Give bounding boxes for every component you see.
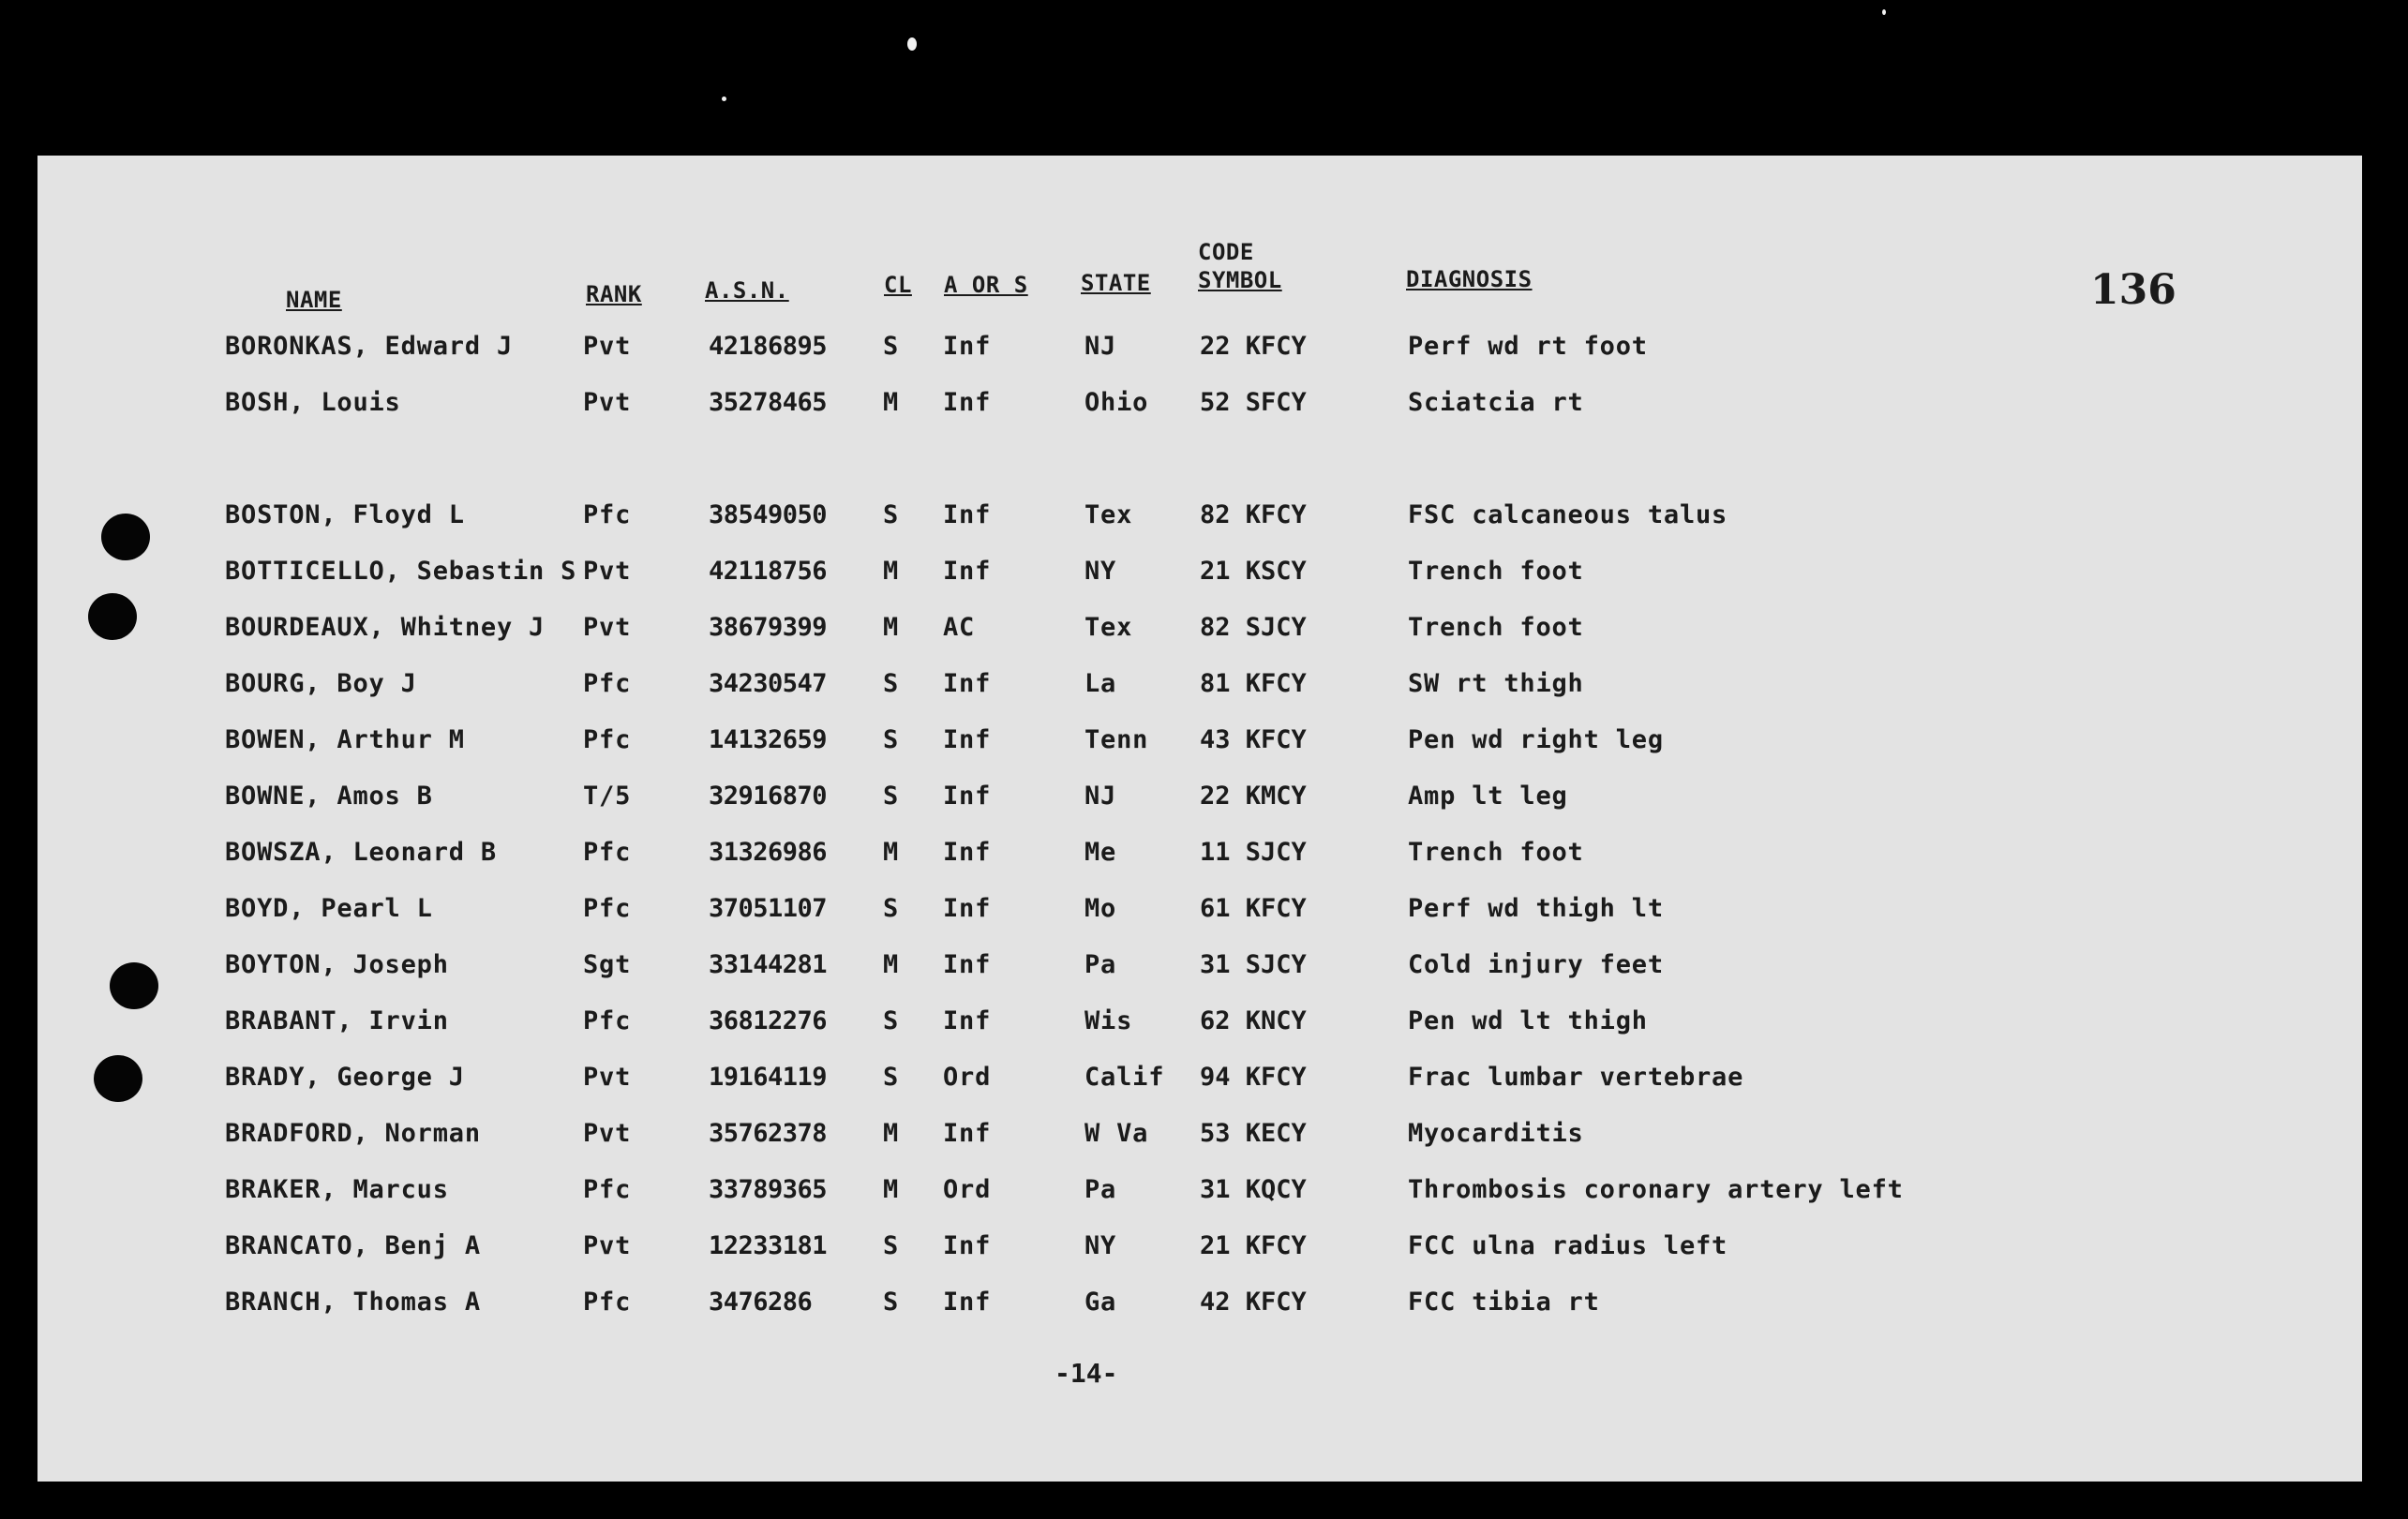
cell-cl: S <box>883 894 900 923</box>
cell-state: Me <box>1084 838 1117 867</box>
cell-cl: M <box>883 613 900 642</box>
cell-a-or-s: Inf <box>943 782 992 811</box>
cell-code: 11 SJCY <box>1200 838 1307 867</box>
cell-rank: Pfc <box>583 1006 632 1035</box>
cell-code: 21 KSCY <box>1200 557 1307 586</box>
cell-state: Ga <box>1084 1288 1117 1317</box>
header-symbol: SYMBOL <box>1198 267 1282 293</box>
film-speck <box>907 37 917 51</box>
cell-state: W Va <box>1084 1119 1149 1148</box>
cell-a-or-s: AC <box>943 613 976 642</box>
cell-asn: 36812276 <box>709 1006 828 1035</box>
cell-a-or-s: Inf <box>943 332 992 361</box>
cell-name: BOSTON, Floyd L <box>225 500 465 529</box>
cell-state: Calif <box>1084 1063 1165 1092</box>
header-a-or-s: A OR S <box>944 272 1028 298</box>
cell-asn: 34230547 <box>709 669 828 698</box>
cell-asn: 42186895 <box>709 332 828 361</box>
cell-diagnosis: Myocarditis <box>1408 1119 1584 1148</box>
cell-rank: Pfc <box>583 894 632 923</box>
cell-rank: Pvt <box>583 332 632 361</box>
cell-rank: Pfc <box>583 1175 632 1204</box>
header-diagnosis: DIAGNOSIS <box>1406 266 1533 292</box>
cell-diagnosis: SW rt thigh <box>1408 669 1584 698</box>
cell-a-or-s: Inf <box>943 1288 992 1317</box>
film-speck <box>722 97 726 101</box>
cell-code: 31 SJCY <box>1200 950 1307 979</box>
table-row <box>37 669 2362 707</box>
cell-asn: 12233181 <box>709 1231 828 1260</box>
table-row <box>37 1006 2362 1044</box>
record-sheet <box>37 156 2362 1482</box>
cell-code: 81 KFCY <box>1200 669 1307 698</box>
cell-code: 52 SFCY <box>1200 388 1307 417</box>
cell-a-or-s: Inf <box>943 1231 992 1260</box>
cell-rank: Pvt <box>583 557 632 586</box>
cell-rank: Pfc <box>583 1288 632 1317</box>
table-row <box>37 500 2362 538</box>
cell-asn: 19164119 <box>709 1063 828 1092</box>
table-row <box>37 1231 2362 1269</box>
cell-diagnosis: Perf wd rt foot <box>1408 332 1648 361</box>
cell-rank: Sgt <box>583 950 632 979</box>
cell-state: NY <box>1084 557 1117 586</box>
table-row <box>37 838 2362 875</box>
cell-cl: M <box>883 950 900 979</box>
cell-diagnosis: Trench foot <box>1408 557 1584 586</box>
cell-state: NJ <box>1084 782 1117 811</box>
cell-diagnosis: FSC calcaneous talus <box>1408 500 1728 529</box>
cell-asn: 38549050 <box>709 500 828 529</box>
cell-a-or-s: Inf <box>943 669 992 698</box>
cell-rank: Pfc <box>583 838 632 867</box>
cell-name: BRADY, George J <box>225 1063 465 1092</box>
table-row <box>37 557 2362 594</box>
header-cl: CL <box>884 272 912 298</box>
table-row <box>37 725 2362 763</box>
cell-asn: 14132659 <box>709 725 828 754</box>
cell-state: Wis <box>1084 1006 1133 1035</box>
cell-asn: 42118756 <box>709 557 828 586</box>
cell-diagnosis: Cold injury feet <box>1408 950 1664 979</box>
cell-rank: Pvt <box>583 1231 632 1260</box>
table-row <box>37 332 2362 369</box>
cell-diagnosis: Perf wd thigh lt <box>1408 894 1664 923</box>
cell-asn: 3476286 <box>709 1288 813 1317</box>
cell-name: BOWEN, Arthur M <box>225 725 465 754</box>
cell-diagnosis: Pen wd lt thigh <box>1408 1006 1648 1035</box>
cell-a-or-s: Inf <box>943 557 992 586</box>
cell-code: 21 KFCY <box>1200 1231 1307 1260</box>
cell-name: BOWSZA, Leonard B <box>225 838 497 867</box>
cell-cl: S <box>883 1006 900 1035</box>
cell-asn: 31326986 <box>709 838 828 867</box>
cell-asn: 35762378 <box>709 1119 828 1148</box>
cell-name: BRAKER, Marcus <box>225 1175 449 1204</box>
cell-name: BOURDEAUX, Whitney J <box>225 613 546 642</box>
cell-state: Pa <box>1084 1175 1117 1204</box>
cell-state: La <box>1084 669 1117 698</box>
cell-diagnosis: FCC ulna radius left <box>1408 1231 1728 1260</box>
cell-cl: M <box>883 838 900 867</box>
table-row <box>37 894 2362 931</box>
cell-code: 94 KFCY <box>1200 1063 1307 1092</box>
cell-rank: T/5 <box>583 782 632 811</box>
table-row <box>37 782 2362 819</box>
cell-state: Pa <box>1084 950 1117 979</box>
cell-cl: S <box>883 669 900 698</box>
cell-code: 42 KFCY <box>1200 1288 1307 1317</box>
cell-rank: Pvt <box>583 613 632 642</box>
page-footer: -14- <box>1054 1358 1118 1389</box>
cell-code: 53 KECY <box>1200 1119 1307 1148</box>
cell-diagnosis: Amp lt leg <box>1408 782 1568 811</box>
table-row <box>37 1288 2362 1325</box>
cell-cl: S <box>883 782 900 811</box>
table-row <box>37 1175 2362 1213</box>
cell-code: 82 KFCY <box>1200 500 1307 529</box>
cell-state: Tenn <box>1084 725 1149 754</box>
cell-cl: M <box>883 557 900 586</box>
cell-name: BOSH, Louis <box>225 388 401 417</box>
cell-a-or-s: Ord <box>943 1175 992 1204</box>
cell-a-or-s: Inf <box>943 950 992 979</box>
cell-a-or-s: Ord <box>943 1063 992 1092</box>
cell-name: BOWNE, Amos B <box>225 782 433 811</box>
cell-cl: S <box>883 500 900 529</box>
cell-code: 22 KFCY <box>1200 332 1307 361</box>
cell-state: Mo <box>1084 894 1117 923</box>
cell-diagnosis: Trench foot <box>1408 613 1584 642</box>
cell-cl: S <box>883 1288 900 1317</box>
header-name: NAME <box>286 287 342 313</box>
cell-state: NJ <box>1084 332 1117 361</box>
cell-code: 61 KFCY <box>1200 894 1307 923</box>
cell-cl: M <box>883 1175 900 1204</box>
cell-name: BORONKAS, Edward J <box>225 332 513 361</box>
cell-diagnosis: Sciatcia rt <box>1408 388 1584 417</box>
cell-a-or-s: Inf <box>943 500 992 529</box>
cell-cl: S <box>883 332 900 361</box>
cell-rank: Pfc <box>583 669 632 698</box>
table-row <box>37 950 2362 988</box>
cell-rank: Pfc <box>583 500 632 529</box>
cell-diagnosis: Frac lumbar vertebrae <box>1408 1063 1744 1092</box>
header-asn: A.S.N. <box>705 277 789 304</box>
cell-rank: Pvt <box>583 1119 632 1148</box>
page-number: 136 <box>2090 266 2176 314</box>
cell-name: BRADFORD, Norman <box>225 1119 481 1148</box>
cell-rank: Pfc <box>583 725 632 754</box>
cell-cl: S <box>883 1231 900 1260</box>
cell-cl: S <box>883 725 900 754</box>
cell-diagnosis: Trench foot <box>1408 838 1584 867</box>
cell-state: Ohio <box>1084 388 1149 417</box>
cell-code: 82 SJCY <box>1200 613 1307 642</box>
cell-a-or-s: Inf <box>943 1119 992 1148</box>
cell-asn: 33144281 <box>709 950 828 979</box>
table-row <box>37 388 2362 425</box>
cell-state: Tex <box>1084 613 1133 642</box>
cell-a-or-s: Inf <box>943 838 992 867</box>
cell-name: BRABANT, Irvin <box>225 1006 449 1035</box>
table-row <box>37 613 2362 650</box>
cell-a-or-s: Inf <box>943 725 992 754</box>
cell-asn: 32916870 <box>709 782 828 811</box>
film-speck <box>1882 9 1886 15</box>
cell-name: BOTTICELLO, Sebastin S <box>225 557 577 586</box>
cell-name: BRANCH, Thomas A <box>225 1288 481 1317</box>
cell-code: 22 KMCY <box>1200 782 1307 811</box>
header-state: STATE <box>1081 270 1151 296</box>
cell-cl: M <box>883 1119 900 1148</box>
cell-cl: S <box>883 1063 900 1092</box>
cell-name: BOYD, Pearl L <box>225 894 433 923</box>
cell-a-or-s: Inf <box>943 388 992 417</box>
header-code-symbol <box>1198 238 1282 294</box>
cell-name: BOURG, Boy J <box>225 669 417 698</box>
cell-asn: 37051107 <box>709 894 828 923</box>
table-row <box>37 1063 2362 1100</box>
header-rank: RANK <box>586 281 642 307</box>
cell-diagnosis: Thrombosis coronary artery left <box>1408 1175 1904 1204</box>
cell-a-or-s: Inf <box>943 1006 992 1035</box>
cell-code: 43 KFCY <box>1200 725 1307 754</box>
cell-name: BOYTON, Joseph <box>225 950 449 979</box>
cell-asn: 35278465 <box>709 388 828 417</box>
cell-code: 62 KNCY <box>1200 1006 1307 1035</box>
cell-name: BRANCATO, Benj A <box>225 1231 481 1260</box>
cell-rank: Pvt <box>583 388 632 417</box>
cell-state: NY <box>1084 1231 1117 1260</box>
cell-asn: 38679399 <box>709 613 828 642</box>
cell-diagnosis: Pen wd right leg <box>1408 725 1664 754</box>
cell-rank: Pvt <box>583 1063 632 1092</box>
cell-state: Tex <box>1084 500 1133 529</box>
cell-diagnosis: FCC tibia rt <box>1408 1288 1600 1317</box>
cell-a-or-s: Inf <box>943 894 992 923</box>
table-row <box>37 1119 2362 1156</box>
header-code: CODE <box>1198 239 1254 265</box>
cell-code: 31 KQCY <box>1200 1175 1307 1204</box>
cell-asn: 33789365 <box>709 1175 828 1204</box>
cell-cl: M <box>883 388 900 417</box>
